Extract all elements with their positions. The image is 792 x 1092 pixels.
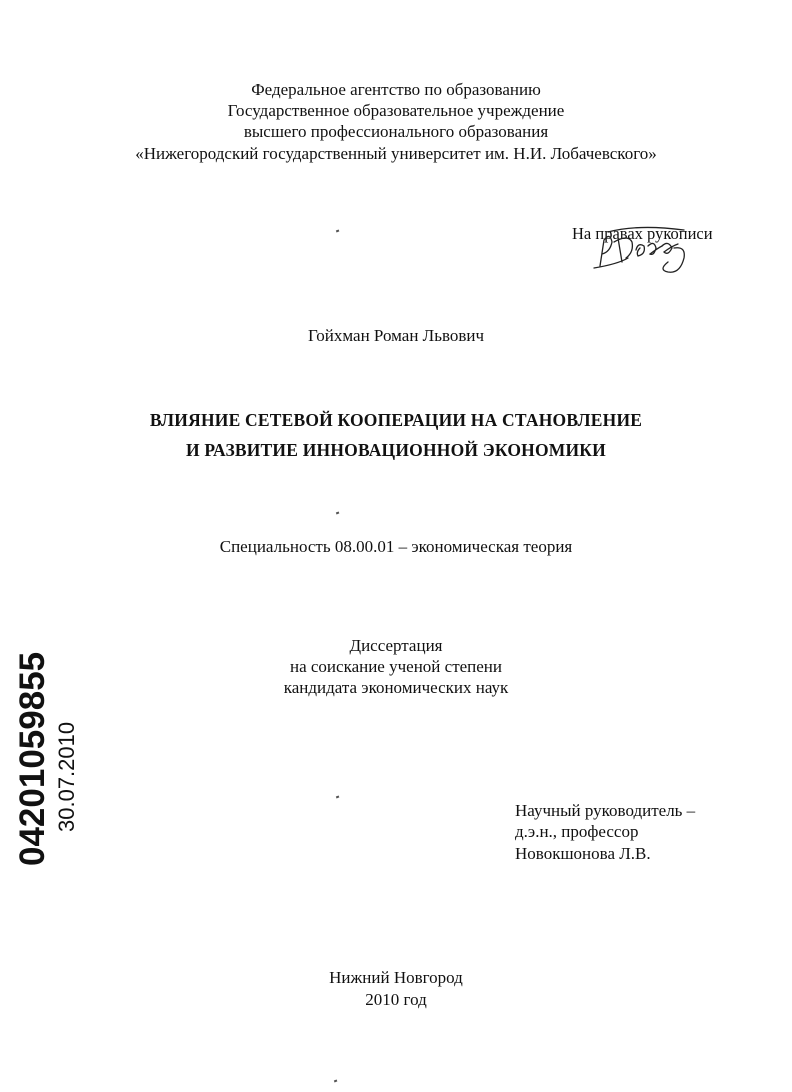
- scan-speck: [336, 230, 339, 232]
- specialty: Специальность 08.00.01 – экономическая теория: [219, 537, 573, 556]
- scan-speck: [336, 512, 339, 514]
- dissertation-label: Диссертация: [349, 636, 443, 655]
- degree-line-1: на соискание ученой степени: [289, 657, 503, 676]
- scan-speck: [336, 796, 339, 798]
- supervisor-label: Научный руководитель –: [515, 801, 696, 820]
- dissertation-title-line-2: И РАЗВИТИЕ ИННОВАЦИОННОЙ ЭКОНОМИКИ: [186, 440, 606, 460]
- dissertation-title-line-1: ВЛИЯНИЕ СЕТЕВОЙ КООПЕРАЦИИ НА СТАНОВЛЕНИЕ: [149, 410, 643, 430]
- scan-speck: [334, 1080, 337, 1082]
- institution-line-4: «Нижегородский государственный университет им. Н.И. Лобачевского»: [135, 144, 657, 163]
- library-stamp-date: 30.07.2010: [54, 721, 79, 832]
- handwritten-signature: [588, 218, 698, 278]
- city: Нижний Новгород: [329, 968, 463, 987]
- year: 2010 год: [365, 990, 427, 1009]
- institution-line-3: высшего профессионального образования: [243, 122, 549, 141]
- supervisor-degree: д.э.н., профессор: [515, 822, 639, 841]
- institution-line-1: Федеральное агентство по образованию: [251, 80, 541, 99]
- author-name: Гойхман Роман Львович: [307, 326, 485, 345]
- supervisor-name: Новокшонова Л.В.: [515, 844, 651, 863]
- manuscript-note: На правах рукописи: [572, 224, 713, 243]
- library-stamp-number: 04201059855: [13, 651, 52, 866]
- degree-line-2: кандидата экономических наук: [283, 678, 509, 697]
- institution-line-2: Государственное образовательное учреждение: [227, 101, 565, 120]
